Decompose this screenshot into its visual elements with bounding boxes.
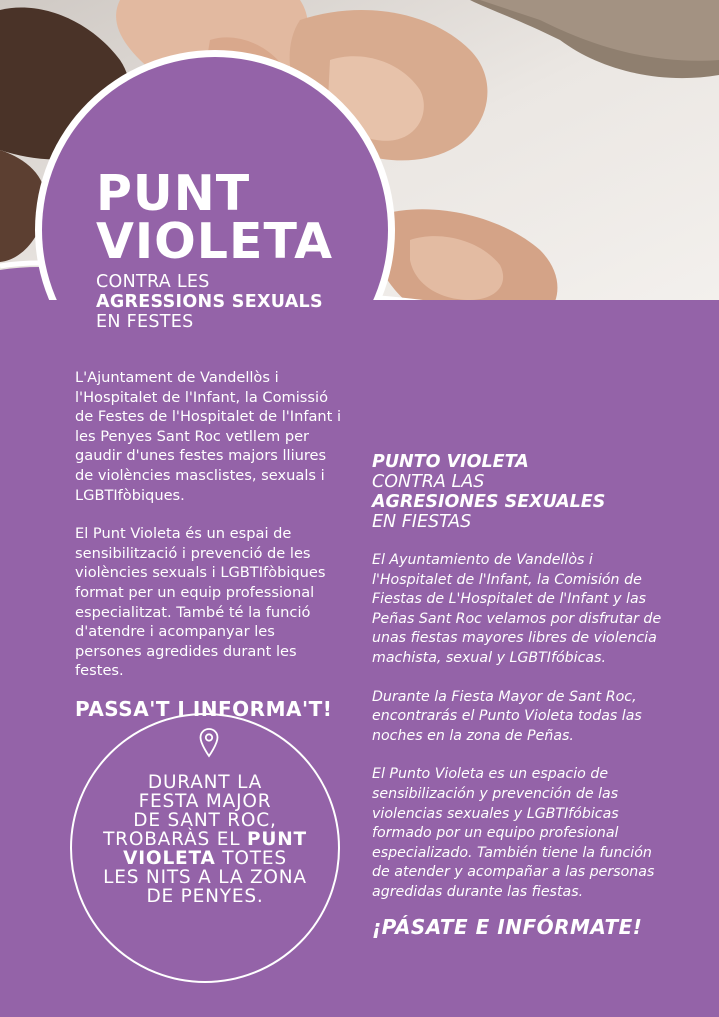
circle-line-4a: TROBARÀS EL <box>103 829 248 850</box>
spanish-paragraph-2: Durante la Fiesta Mayor de Sant Roc, encontrarás el Punto Violeta todas las noches en la zona de Peñas. <box>372 688 642 744</box>
spanish-title <box>372 452 672 532</box>
subtitle-line3: EN FESTES <box>96 312 194 332</box>
title-subtitle <box>96 272 356 332</box>
info-circle <box>70 713 340 983</box>
circle-line-5 <box>72 849 338 868</box>
title-main-line1: PUNT <box>96 165 251 222</box>
subtitle-line2: AGRESSIONS SEXUALS <box>96 292 323 312</box>
subtitle-line1: CONTRA LES <box>96 272 210 292</box>
location-pin-icon <box>199 728 219 758</box>
spanish-title-line4: EN FIESTAS <box>372 512 472 532</box>
title-main-line2: VIOLETA <box>96 213 334 270</box>
catalan-paragraph-1: L'Ajuntament de Vandellòs i l'Hospitalet de l'Infant, la Comissió de Festes de l'Hospitalet de l'Infant i les Penyes Sant Roc vetllem per gaudir d'unes festes majors lliures de violències masclistes, sexuals i LGBTIfòbiques. <box>75 369 342 504</box>
catalan-column <box>75 368 345 720</box>
circle-line-5b: TOTES <box>215 848 287 869</box>
spanish-paragraph-3: El Punto Violeta es un espacio de sensibilización y prevención de las violencias sexuales y LGBTIfóbicas formado por un equipo profesional especializado. También tiene la función de atender y acompañar a las personas agredidas durante las fiestas. <box>372 766 655 900</box>
spanish-title-line3: AGRESIONES SEXUALES <box>372 492 606 512</box>
circle-line-6: LES NITS A LA ZONA <box>103 867 307 888</box>
spanish-paragraph-1: El Ayuntamiento de Vandellòs i l'Hospitalet de l'Infant, la Comisión de Fiestas de L'Hospitalet de l'Infant y las Peñas Sant Roc velamos por disfrutar de unas fiestas mayores libres de violencia machista, sexual y LGBTIfóbicas. <box>372 552 662 666</box>
catalan-paragraph-2: El Punt Violeta és un espai de sensibilització i prevenció de les violències sexuals i LGBTIfòbiques format per un equip professional especialitzat. També té la funció d'atendre i acompanyar les persones agredides durant les festes. <box>75 525 326 680</box>
circle-line-2: FESTA MAJOR <box>138 791 272 812</box>
circle-line-4 <box>72 830 338 849</box>
circle-line-3: DE SANT ROC, <box>133 810 277 831</box>
circle-line-4b: PUNT <box>247 829 307 850</box>
spanish-title-line1: PUNTO VIOLETA <box>372 452 529 472</box>
spanish-title-line2: CONTRA LAS <box>372 472 485 492</box>
circle-line-1: DURANT LA <box>147 772 263 793</box>
catalan-cta: PASSA'T I INFORMA'T! <box>75 696 333 721</box>
spanish-column <box>372 452 672 939</box>
spanish-cta: ¡PÁSATE E INFÓRMATE! <box>372 914 643 939</box>
circle-line-7: DE PENYES. <box>146 886 264 907</box>
catalan-title-block <box>96 165 356 332</box>
circle-text <box>72 773 338 906</box>
circle-line-5a: VIOLETA <box>123 848 216 869</box>
